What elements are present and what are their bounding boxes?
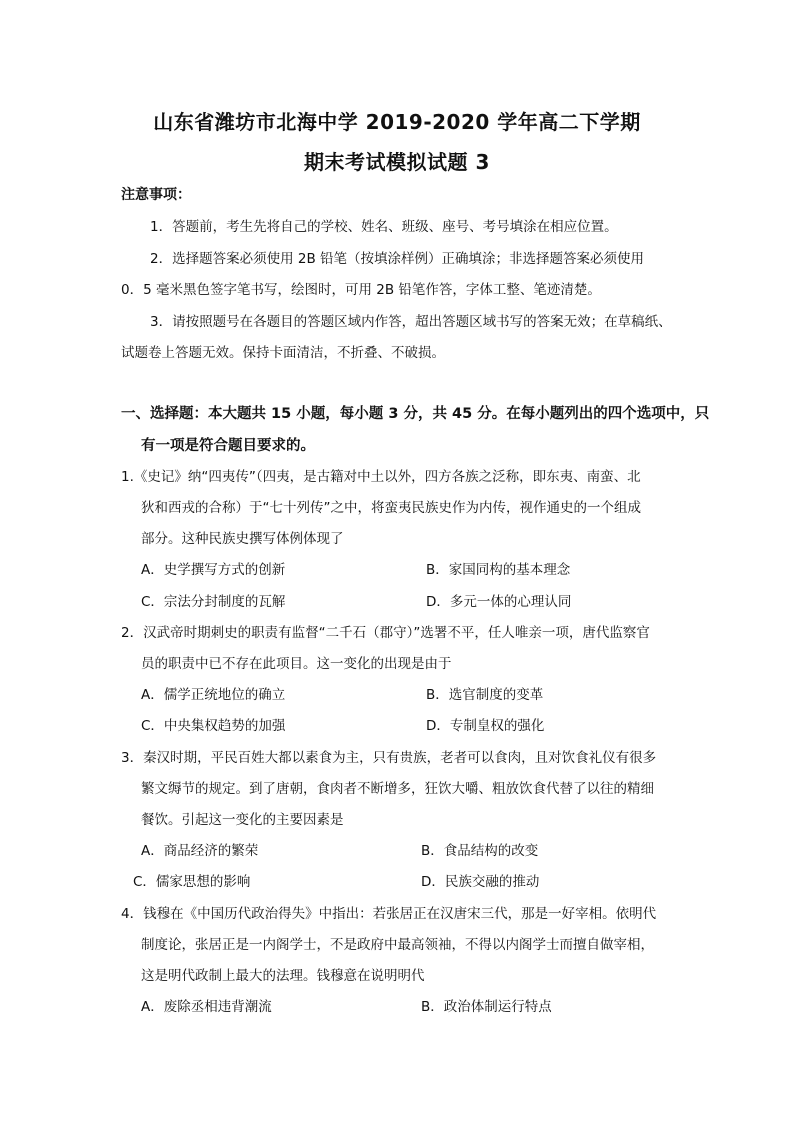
q1-option-b: B．家国同构的基本理念: [426, 562, 571, 578]
q1-stem-line-3: 部分。这种民族史撰写体例体现了: [141, 531, 344, 547]
q2-stem-line-1: 2．汉武帝时期刺史的职责有监督“二千石（郡守）”选署不平，任人唯亲一项，唐代监察官: [121, 625, 650, 641]
q1-stem-line-1: 1.《史记》纳“四夷传”（四夷，是古籍对中土以外，四方各族之泛称，即东夷、南蛮、北: [121, 469, 641, 485]
notice-item-1: 1．答题前，考生先将自己的学校、姓名、班级、座号、考号填涂在相应位置。: [150, 219, 618, 235]
q1-option-a: A．史学撰写方式的创新: [141, 562, 286, 578]
q2-option-c: C．中央集权趋势的加强: [141, 718, 286, 734]
q2-option-d: D．专制皇权的强化: [426, 718, 545, 734]
q3-option-a: A．商品经济的繁荣: [141, 843, 259, 859]
q4-option-b: B．政治体制运行特点: [421, 999, 552, 1015]
q2-stem-line-2: 员的职责中已不存在此项目。这一变化的出现是由于: [141, 656, 452, 672]
q4-stem-line-2: 制度论，张居正是一内阁学士，不是政府中最高领袖，不得以内阁学士而擅自做宰相，: [141, 937, 654, 953]
q3-option-c: C．儒家思想的影响: [133, 874, 251, 890]
q2-option-b: B．选官制度的变革: [426, 687, 544, 703]
notice-heading: 注意事项：: [121, 187, 191, 203]
notice-item-3b: 试题卷上答题无效。保持卡面清洁，不折叠、不破损。: [121, 345, 445, 361]
q1-option-d: D．多元一体的心理认同: [426, 594, 572, 610]
notice-item-2b: 0．5 毫米黑色签字笔书写，绘图时，可用 2B 铅笔作答，字体工整、笔迹清楚。: [121, 282, 601, 298]
section-heading-line-2: 有一项是符合题目要求的。: [141, 438, 315, 454]
q3-stem-line-3: 餐饮。引起这一变化的主要因素是: [141, 812, 344, 828]
q3-option-b: B．食品结构的改变: [421, 843, 539, 859]
q4-stem-line-1: 4．钱穆在《中国历代政治得失》中指出：若张居正在汉唐宋三代，那是一好宰相。依明代: [121, 906, 657, 922]
q3-stem-line-1: 3．秦汉时期，平民百姓大都以素食为主，只有贵族，老者可以食肉，且对饮食礼仪有很多: [121, 750, 657, 766]
q3-option-d: D．民族交融的推动: [421, 874, 540, 890]
q4-option-a: A．废除丞相违背潮流: [141, 999, 272, 1015]
notice-item-3a: 3．请按照题号在各题目的答题区域内作答，超出答题区域书写的答案无效；在草稿纸、: [150, 314, 672, 330]
q4-stem-line-3: 这是明代政制上最大的法理。钱穆意在说明明代: [141, 968, 425, 984]
q1-option-c: C．宗法分封制度的瓦解: [141, 594, 286, 610]
section-heading-line-1: 一、选择题：本大题共 15 小题，每小题 3 分，共 45 分。在每小题列出的四个选项中，只: [121, 406, 710, 422]
notice-item-2a: 2．选择题答案必须使用 2B 铅笔（按填涂样例）正确填涂；非选择题答案必须使用: [150, 251, 645, 267]
q3-stem-line-2: 繁文缛节的规定。到了唐朝，食肉者不断增多，狂饮大嚼、粗放饮食代替了以往的精细: [141, 781, 654, 797]
q2-option-a: A．儒学正统地位的确立: [141, 687, 286, 703]
title-line-2: 期末考试模拟试题 3: [304, 150, 490, 174]
title-line-1: 山东省潍坊市北海中学 2019-2020 学年高二下学期: [153, 110, 641, 134]
q1-stem-line-2: 狄和西戎的合称）于“七十列传”之中，将蛮夷民族史作为内传，视作通史的一个组成: [141, 500, 641, 516]
